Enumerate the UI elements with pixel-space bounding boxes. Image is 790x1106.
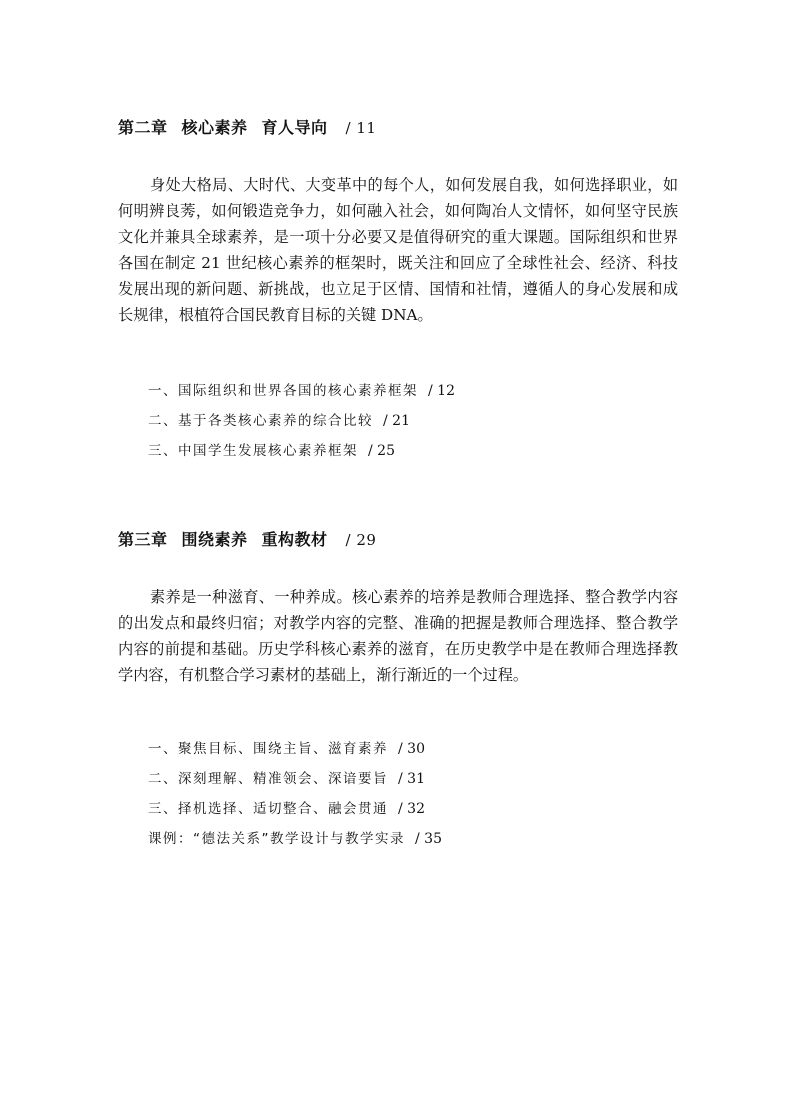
toc-entry-label: 课例：“德法关系”教学设计与教学实录 [148,831,405,847]
chapter-number: 第二章 [118,118,168,137]
chapter-summary: 素养是一种滋育、一种养成。核心素养的培养是教师合理选择、整合教学内容的出发点和最终归宿；对教学内容的完整、准确的把握是教师合理选择、整合教学内容的前提和基础。历史学科核心素养的滋育，在历史教学中是在教师合理选择教学内容，有机整合学习素材的基础上，渐行渐近的一个过程。 [118,588,678,684]
toc-entry-page: / 25 [368,443,395,459]
toc-entry-label: 三、择机选择、适切整合、融会贯通 [148,801,388,817]
section-list [148,376,455,466]
chapter-heading [118,118,376,138]
toc-entry-page: / 12 [428,383,455,399]
toc-entry-page: / 30 [398,741,425,757]
chapter-title-part: 育人导向 [261,118,328,137]
toc-entry[interactable] [148,406,455,436]
toc-entry-page: / 35 [415,831,442,847]
toc-entry[interactable] [148,376,455,406]
toc-entry[interactable] [148,824,442,854]
toc-entry-label: 二、基于各类核心素养的综合比较 [148,413,373,429]
chapter-number: 第三章 [118,530,168,549]
toc-entry-page: / 21 [383,413,410,429]
chapter-page-ref: / 11 [345,119,377,137]
toc-entry-label: 二、深刻理解、精准领会、深谙要旨 [148,771,388,787]
toc-entry-label: 一、国际组织和世界各国的核心素养框架 [148,383,418,399]
chapter-title-part: 重构教材 [261,530,328,549]
toc-entry-label: 三、中国学生发展核心素养框架 [148,443,358,459]
section-list [148,734,442,854]
toc-entry-page: / 32 [398,801,425,817]
toc-entry-page: / 31 [398,771,425,787]
chapter-heading [118,530,376,550]
toc-entry[interactable] [148,436,455,466]
toc-entry[interactable] [148,794,442,824]
toc-entry[interactable] [148,734,442,764]
chapter-page-ref: / 29 [345,531,377,549]
chapter-summary: 身处大格局、大时代、大变革中的每个人，如何发展自我，如何选择职业，如何明辨良莠，如何锻造竞争力，如何融入社会，如何陶冶人文情怀，如何坚守民族文化并兼具全球素养，是一项十分必要又是值得研究的重大课题。国际组织和世界各国在制定 21 世纪核心素养的框架时，既关注和回应了全球性社会、经济、科技发展出现的新问题、新挑战，也立足于区情、国情和社情，遵循人的身心发展和成长规律，根植符合国民教育目标的关键 DNA。 [118,176,678,324]
chapter-title-part: 核心素养 [181,118,248,137]
toc-entry[interactable] [148,764,442,794]
toc-entry-label: 一、聚焦目标、围绕主旨、滋育素养 [148,741,388,757]
chapter-title-part: 围绕素养 [181,530,248,549]
